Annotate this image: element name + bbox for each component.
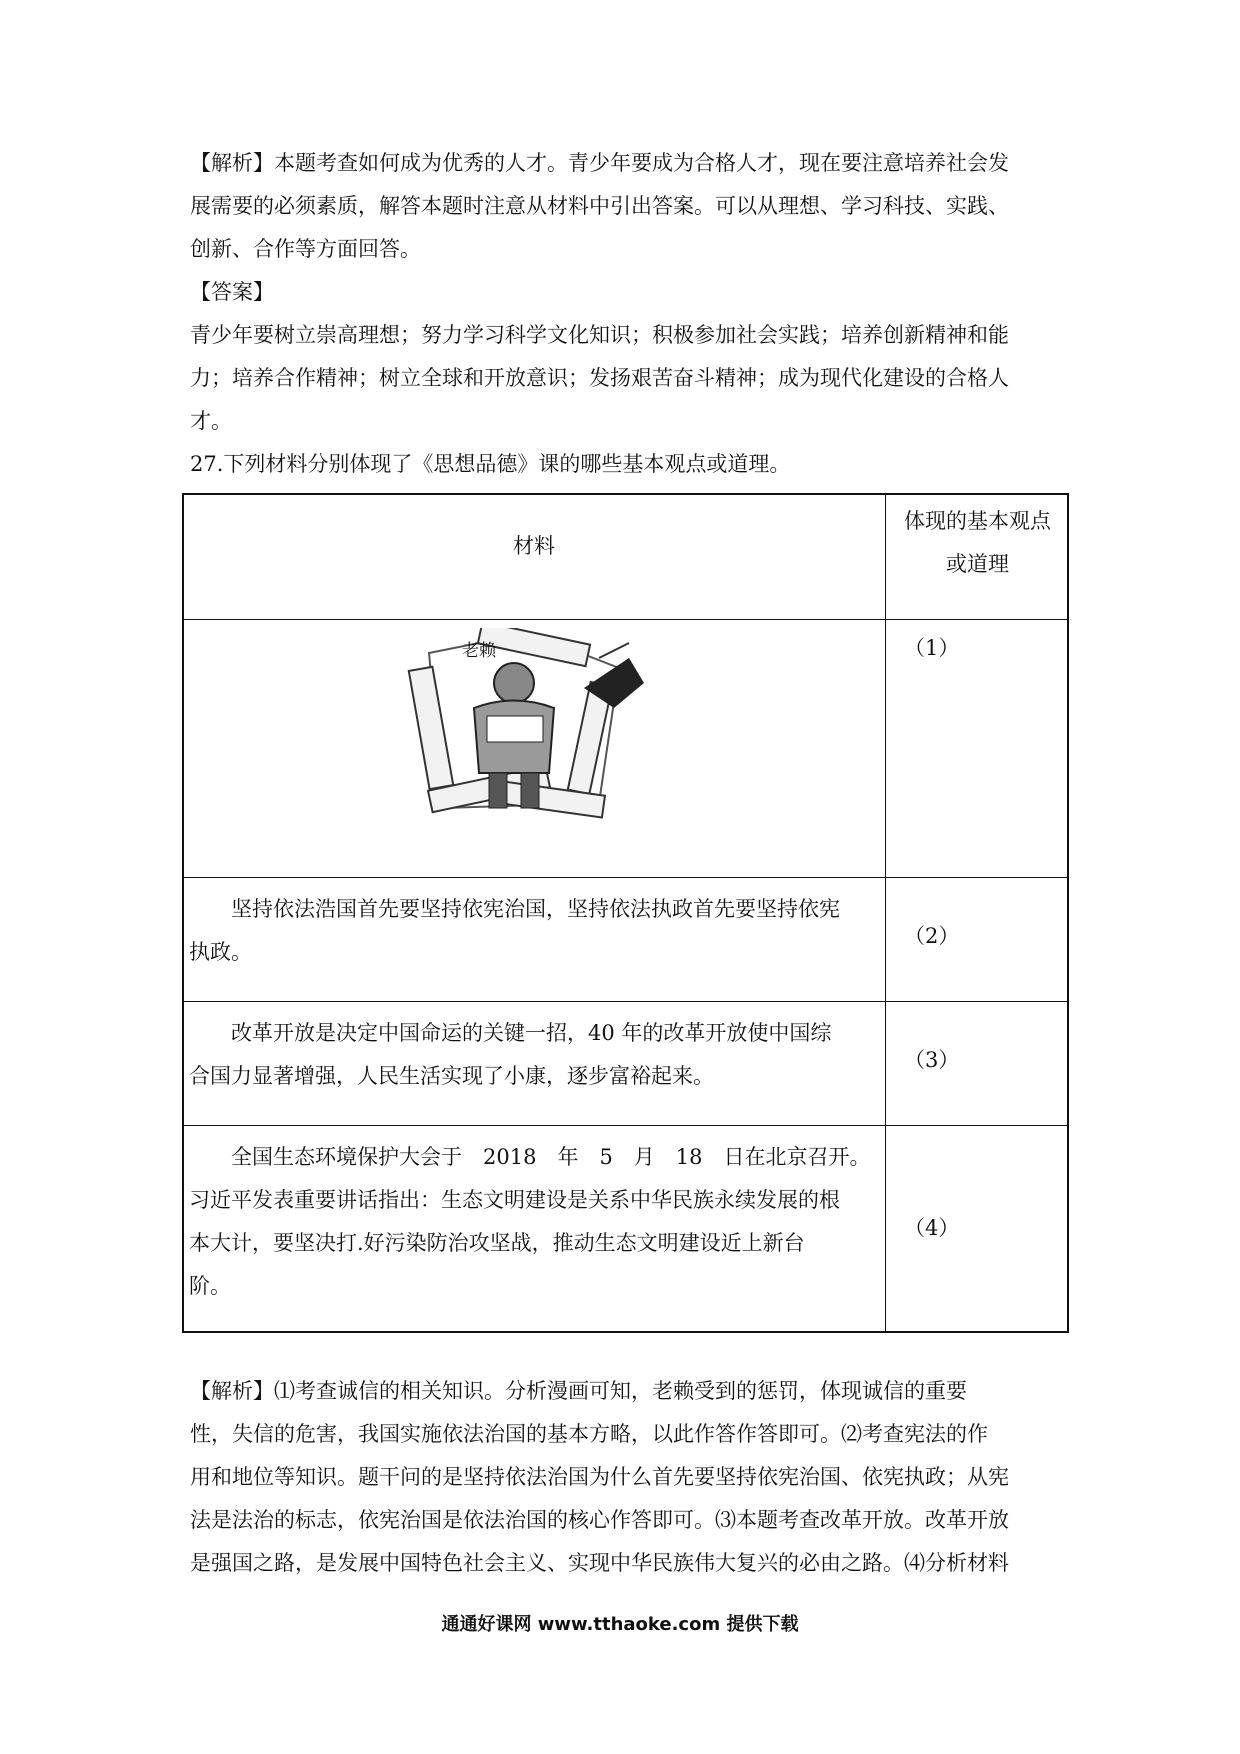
question-27 — [190, 443, 1050, 486]
answer-heading — [190, 271, 1050, 314]
answer-label: 【答案】 — [190, 280, 274, 304]
text-line: 青少年要树立崇高理想；努力学习科学文化知识；积极参加社会实践；培养创新精神和能 — [190, 323, 1009, 347]
question-text: 27.下列材料分别体现了《思想品德》课的哪些基本观点或道理。 — [190, 452, 791, 476]
material-text-2 — [189, 888, 840, 974]
answer-slot-number: （2） — [904, 924, 960, 948]
text-line: 执政。 — [189, 940, 252, 964]
text-line: 用和地位等知识。题干问的是坚持依法治国为什么首先要坚持依宪治国、依宪执政；从宪 — [190, 1465, 1009, 1489]
row-divider — [184, 619, 1067, 620]
answer-paragraph — [190, 314, 1050, 443]
text-line: 改革开放是决定中国命运的关键一招，40 年的改革开放使中国综 — [189, 1021, 832, 1045]
text-line: 全国生态环境保护大会于 2018 年 5 月 18 日在北京召开。 — [189, 1145, 871, 1169]
text-line: 性，失信的危害，我国实施依法治国的基本方略，以此作答作答即可。⑵考查宪法的作 — [190, 1422, 988, 1446]
column-divider — [885, 495, 886, 1331]
text-line: 阶。 — [189, 1274, 231, 1298]
text-line: 创新、合作等方面回答。 — [190, 237, 421, 261]
text-line: 【解析】本题考查如何成为优秀的人才。青少年要成为合格人才，现在要注意培养社会发 — [190, 151, 1009, 175]
text-line: 习近平发表重要讲话指出：生态文明建设是关系中华民族永续发展的根 — [189, 1188, 840, 1212]
analysis-paragraph-2 — [190, 1370, 1050, 1585]
text-line: 才。 — [190, 409, 232, 433]
text-line: 展需要的必须素质，解答本题时注意从材料中引出答案。可以从理想、学习科技、实践、 — [190, 194, 1009, 218]
answer-slot-2 — [904, 915, 959, 958]
header-viewpoint-line: 或道理 — [946, 552, 1009, 576]
text-line: 力；培养合作精神；树立全球和开放意识；发扬艰苦奋斗精神；成为现代化建设的合格人 — [190, 366, 1009, 390]
text-line: 坚持依法浩国首先要坚持依宪治国，坚持依法执政首先要坚持依宪 — [189, 897, 840, 921]
analysis-paragraph-1 — [190, 142, 1050, 271]
answer-slot-4 — [904, 1207, 959, 1250]
answer-slot-number: （1） — [904, 636, 960, 660]
answer-slot-number: （4） — [904, 1216, 960, 1240]
header-material — [184, 525, 884, 568]
material-text-3 — [189, 1012, 831, 1098]
text-line: 合国力显著增强，人民生活实现了小康，逐步富裕起来。 — [189, 1064, 714, 1088]
answer-slot-1 — [904, 627, 959, 670]
row-divider — [184, 877, 1067, 878]
row-divider — [184, 1001, 1067, 1002]
row-divider — [184, 1125, 1067, 1126]
answer-slot-3 — [904, 1039, 959, 1082]
cartoon-label — [462, 630, 496, 673]
cartoon-image — [399, 628, 659, 828]
page-footer — [0, 1610, 1240, 1636]
text-line: 【解析】⑴考查诚信的相关知识。分析漫画可知，老赖受到的惩罚，体现诚信的重要 — [190, 1379, 967, 1403]
header-viewpoint-line: 体现的基本观点 — [904, 509, 1051, 533]
header-material-label: 材料 — [513, 534, 555, 558]
material-text-4 — [189, 1136, 871, 1308]
text-line: 本大计，要坚决打.好污染防治攻坚战，推动生态文明建设近上新台 — [189, 1231, 805, 1255]
footer-text: 通通好课网 www.tthaoke.com 提供下载 — [441, 1614, 799, 1635]
answer-slot-number: （3） — [904, 1048, 960, 1072]
text-line: 法是法治的标志，依宪治国是依法治国的核心作答即可。⑶本题考查改革开放。改革开放 — [190, 1508, 1009, 1532]
cartoon-label-text: 老赖 — [462, 641, 496, 661]
text-line: 是强国之路，是发展中国特色社会主义、实现中华民族伟大复兴的必由之路。⑷分析材料 — [190, 1551, 1009, 1575]
header-viewpoint — [886, 500, 1069, 586]
material-table — [182, 493, 1069, 1333]
